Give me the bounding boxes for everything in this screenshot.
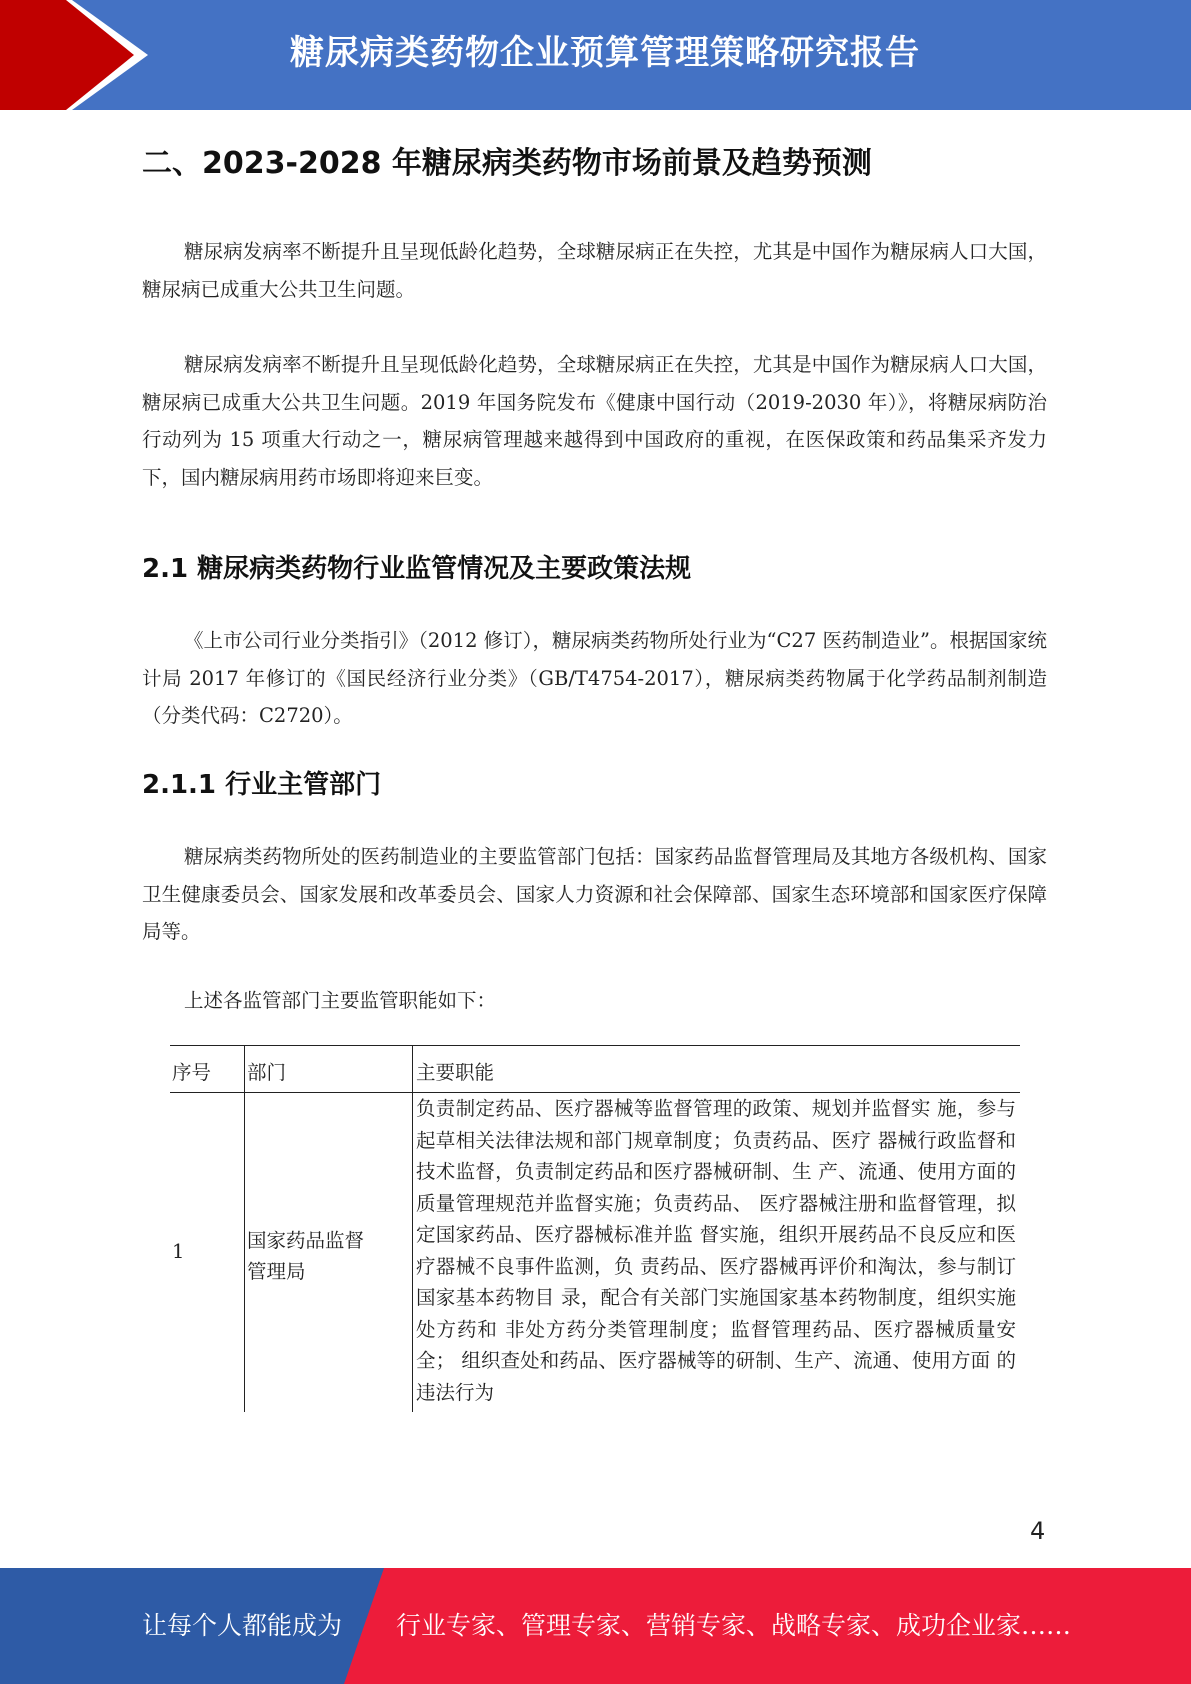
paragraph-4: 糖尿病类药物所处的医药制造业的主要监管部门包括：国家药品监督管理局及其地方各级机构、国家卫生健康委员会、国家发展和改革委员会、国家人力资源和社会保障部、国家生态环境部和国家医疗保障局等。 (142, 845, 1047, 943)
table-col-divider-2 (412, 1045, 413, 1412)
footer-slogan-left: 让每个人都能成为 (142, 1611, 343, 1640)
table-cell-dept-line1: 国家药品监督 (247, 1229, 365, 1252)
paragraph-2: 糖尿病发病率不断提升且呈现低龄化趋势，全球糖尿病正在失控，尤其是中国作为糖尿病人口大国，糖尿病已成重大公共卫生问题。2019 年国务院发布《健康中国行动（2019-2030 年）》，将糖尿病防治行动列为 15 项重大行动之一，糖尿病管理越来越得到中国政府的重视，在医保政策和药品集采齐发力下，国内糖尿病用药市场即将迎来巨变。 (142, 353, 1047, 489)
subsection-title: 2.1 糖尿病类药物行业监管情况及主要政策法规 (142, 554, 692, 584)
table-top-rule (170, 1045, 1020, 1046)
paragraph-3: 《上市公司行业分类指引》（2012 修订），糖尿病类药物所处行业为“C27 医药制造业”。根据国家统计局 2017 年修订的《国民经济行业分类》（GB/T4754-2017），糖尿病类药物属于化学药品制剂制造（分类代码：C2720）。 (142, 629, 1047, 727)
table-col-divider-1 (244, 1045, 245, 1412)
subsubsection-title: 2.1.1 行业主管部门 (142, 770, 382, 800)
table-header-dept: 部门 (247, 1061, 287, 1084)
table-cell-dept (247, 1225, 364, 1287)
regulators-table (170, 1045, 1020, 1412)
header-banner (0, 0, 1191, 110)
section-title: 二、2023-2028 年糖尿病类药物市场前景及趋势预测 (142, 146, 872, 181)
table-cell-no: 1 (172, 1240, 185, 1263)
table-cell-duty: 负责制定药品、医疗器械等监督管理的政策、规划并监督实 施，参与起草相关法律法规和部门规章制度；负责药品、医疗 器械行政监督和技术监督，负责制定药品和医疗器械研制、生 产、流通、使用方面的质量管理规范并监督实施；负责药品、 医疗器械注册和监督管理，拟定国家药品、医疗器械标准并监 督实施，组织开展药品不良反应和医疗器械不良事件监测，负 责药品、医疗器械再评价和淘汰，参与制订国家基本药物目 录，配合有关部门实施国家基本药物制度，组织实施处方药和 非处方药分类管理制度；监督管理药品、医疗器械质量安全； 组织查处和药品、医疗器械等的研制、生产、流通、使用方面 的违法行为 (416, 1097, 1016, 1404)
report-title: 糖尿病类药物企业预算管理策略研究报告 (290, 33, 920, 73)
table-header-no: 序号 (172, 1061, 212, 1084)
header-arrow-decoration (0, 0, 160, 110)
paragraph-1: 糖尿病发病率不断提升且呈现低龄化趋势，全球糖尿病正在失控，尤其是中国作为糖尿病人口大国，糖尿病已成重大公共卫生问题。 (142, 240, 1047, 301)
table-intro: 上述各监管部门主要监管职能如下： (184, 989, 497, 1012)
table-cell-dept-line2: 管理局 (247, 1260, 306, 1283)
page-number: 4 (1030, 1517, 1046, 1545)
footer-banner (0, 1568, 1191, 1684)
footer-slogan-right: 行业专家、管理专家、营销专家、战略专家、成功企业家…… (396, 1611, 1072, 1640)
table-header-duty: 主要职能 (416, 1061, 495, 1084)
